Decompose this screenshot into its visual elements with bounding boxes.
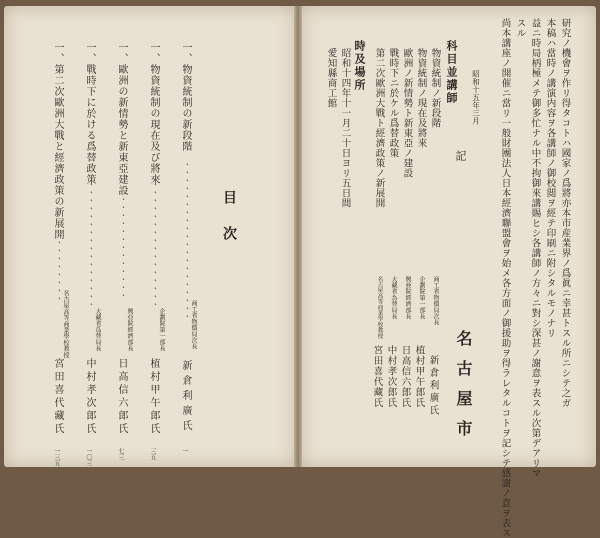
toc-entry-author: 中村孝次郎氏	[84, 358, 95, 436]
toc-entry-author: 日高信六郎氏	[116, 358, 127, 436]
toc-leader-dots: ・・・・・・・・・・・・・	[119, 195, 128, 299]
toc-entry-affiliation: 名古屋高等商業學校教授	[62, 290, 69, 359]
speaker-title: 商工省物價局次長	[432, 276, 439, 326]
toc-entry-number: 一、	[84, 42, 95, 64]
toc-entry-title: 物資統制の新段階	[180, 64, 191, 152]
signature-mark: 記	[454, 150, 467, 161]
schedule-venue: 愛知縣商工館	[325, 48, 337, 108]
toc-entry-title: 戰時下に於ける爲替政策	[84, 64, 95, 185]
toc-entry-number: 一、	[148, 42, 159, 64]
speaker-title: 企劃院第一部長	[418, 276, 425, 320]
toc-leader-dots: ・・・・・・・・・・・・・・・・	[87, 180, 96, 308]
lecture-subject: 歐洲ノ新情勢ト新東亞ノ建設	[401, 48, 413, 178]
book-gutter	[294, 6, 302, 467]
toc-entry-affiliation: 興亞院經濟部長	[126, 308, 133, 352]
toc-leader-dots: ・・・・・・・・・・・・・・・・・・・・	[183, 160, 192, 320]
lecture-subject: 戰時下ニ於ケル爲替政策	[387, 48, 399, 158]
toc-entry-title: 物資統制の現在及び將來	[148, 64, 159, 185]
intro-line: 研究ノ機會ヲ作リ得タコトハ國家ノ爲將亦本市産業界ノ爲眞ニ幸甚トスル所ニシテ之ガ	[559, 18, 571, 408]
intro-line: 本稿ハ當時ノ講演内容ヲ各講師ノ御校閲ヲ經テ印刷ニ附シタルモノナリ	[544, 18, 556, 338]
lecture-subject: 物資統制ノ現在及將來	[415, 48, 427, 148]
toc-entry-author: 新倉利廣氏	[180, 360, 191, 435]
speaker-name: 中村孝次郎氏	[385, 345, 397, 408]
speaker-name: 宮田喜代藏氏	[371, 345, 383, 408]
intro-line: 尚本講座ノ開催ニ當リ一般財團法人日本經濟聯盟會ヲ始メ各方面ノ御援助ヲ得ラレタルコトヲ記シテ感謝ノ意ヲ表ス	[499, 18, 511, 538]
toc-title: 目次	[221, 190, 237, 262]
lecture-subject: 第二次歐洲大戰ト經濟政策ノ新展開	[373, 48, 385, 208]
speaker-name: 植村甲午郎氏	[413, 345, 425, 408]
speaker-name: 新倉利廣氏	[427, 355, 439, 418]
toc-entry-page: 七三	[117, 448, 124, 461]
toc-entry-number: 一、	[116, 42, 127, 64]
toc-entry-author: 植村甲午郎氏	[148, 358, 159, 436]
intro-line: 益ニ時局柄極メテ御多忙ナル中不拘御來講賜ヒシ各講師ノ方々ニ對シ深甚ノ謝意ヲ表スル次第デアリマ	[529, 18, 541, 478]
schedule-heading: 時及場所	[353, 40, 366, 92]
toc-entry-page: 三五	[149, 448, 156, 461]
intro-date: 昭和十五年三月	[471, 70, 481, 125]
lecture-heading: 科目並講師	[445, 40, 458, 105]
speaker-title: 大藏省為替局長	[390, 276, 397, 320]
toc-entry-page: 一	[181, 448, 188, 455]
toc-entry-author: 宮田喜代藏氏	[52, 358, 63, 436]
schedule-date: 昭和十四年十一月二十日ヨリ五日間	[339, 48, 351, 208]
speaker-title: 興亜院經濟部長	[404, 276, 411, 320]
toc-entry-affiliation: 大藏省爲替局長	[94, 308, 101, 352]
toc-entry-number: 一、	[52, 42, 63, 64]
intro-line: スル	[514, 18, 526, 38]
toc-entry-page: 一〇三	[85, 448, 92, 467]
toc-entry-page: 一三五	[53, 448, 60, 467]
toc-entry-title: 歐洲の新情勢と新東亞建設	[116, 64, 127, 196]
toc-entry-affiliation: 商工省物價局次長	[190, 300, 197, 350]
toc-leader-dots: ・・・・・・・・・・・・・・・・	[151, 180, 160, 308]
toc-entry-number: 一、	[180, 42, 191, 64]
toc-entry-title: 第二次歐洲大戰と經濟政策の新展開	[52, 64, 63, 240]
toc-entry-affiliation: 企劃院第一部長	[158, 308, 165, 352]
speaker-name: 日高信六郎氏	[399, 345, 411, 408]
lecture-subject: 物資統制ノ新段階	[429, 48, 441, 128]
toc-leader-dots: ・・・・・・・・	[55, 238, 64, 302]
speaker-title: 名古屋高等商業學校教授	[376, 276, 383, 339]
intro-author: 名古屋市	[454, 330, 473, 450]
